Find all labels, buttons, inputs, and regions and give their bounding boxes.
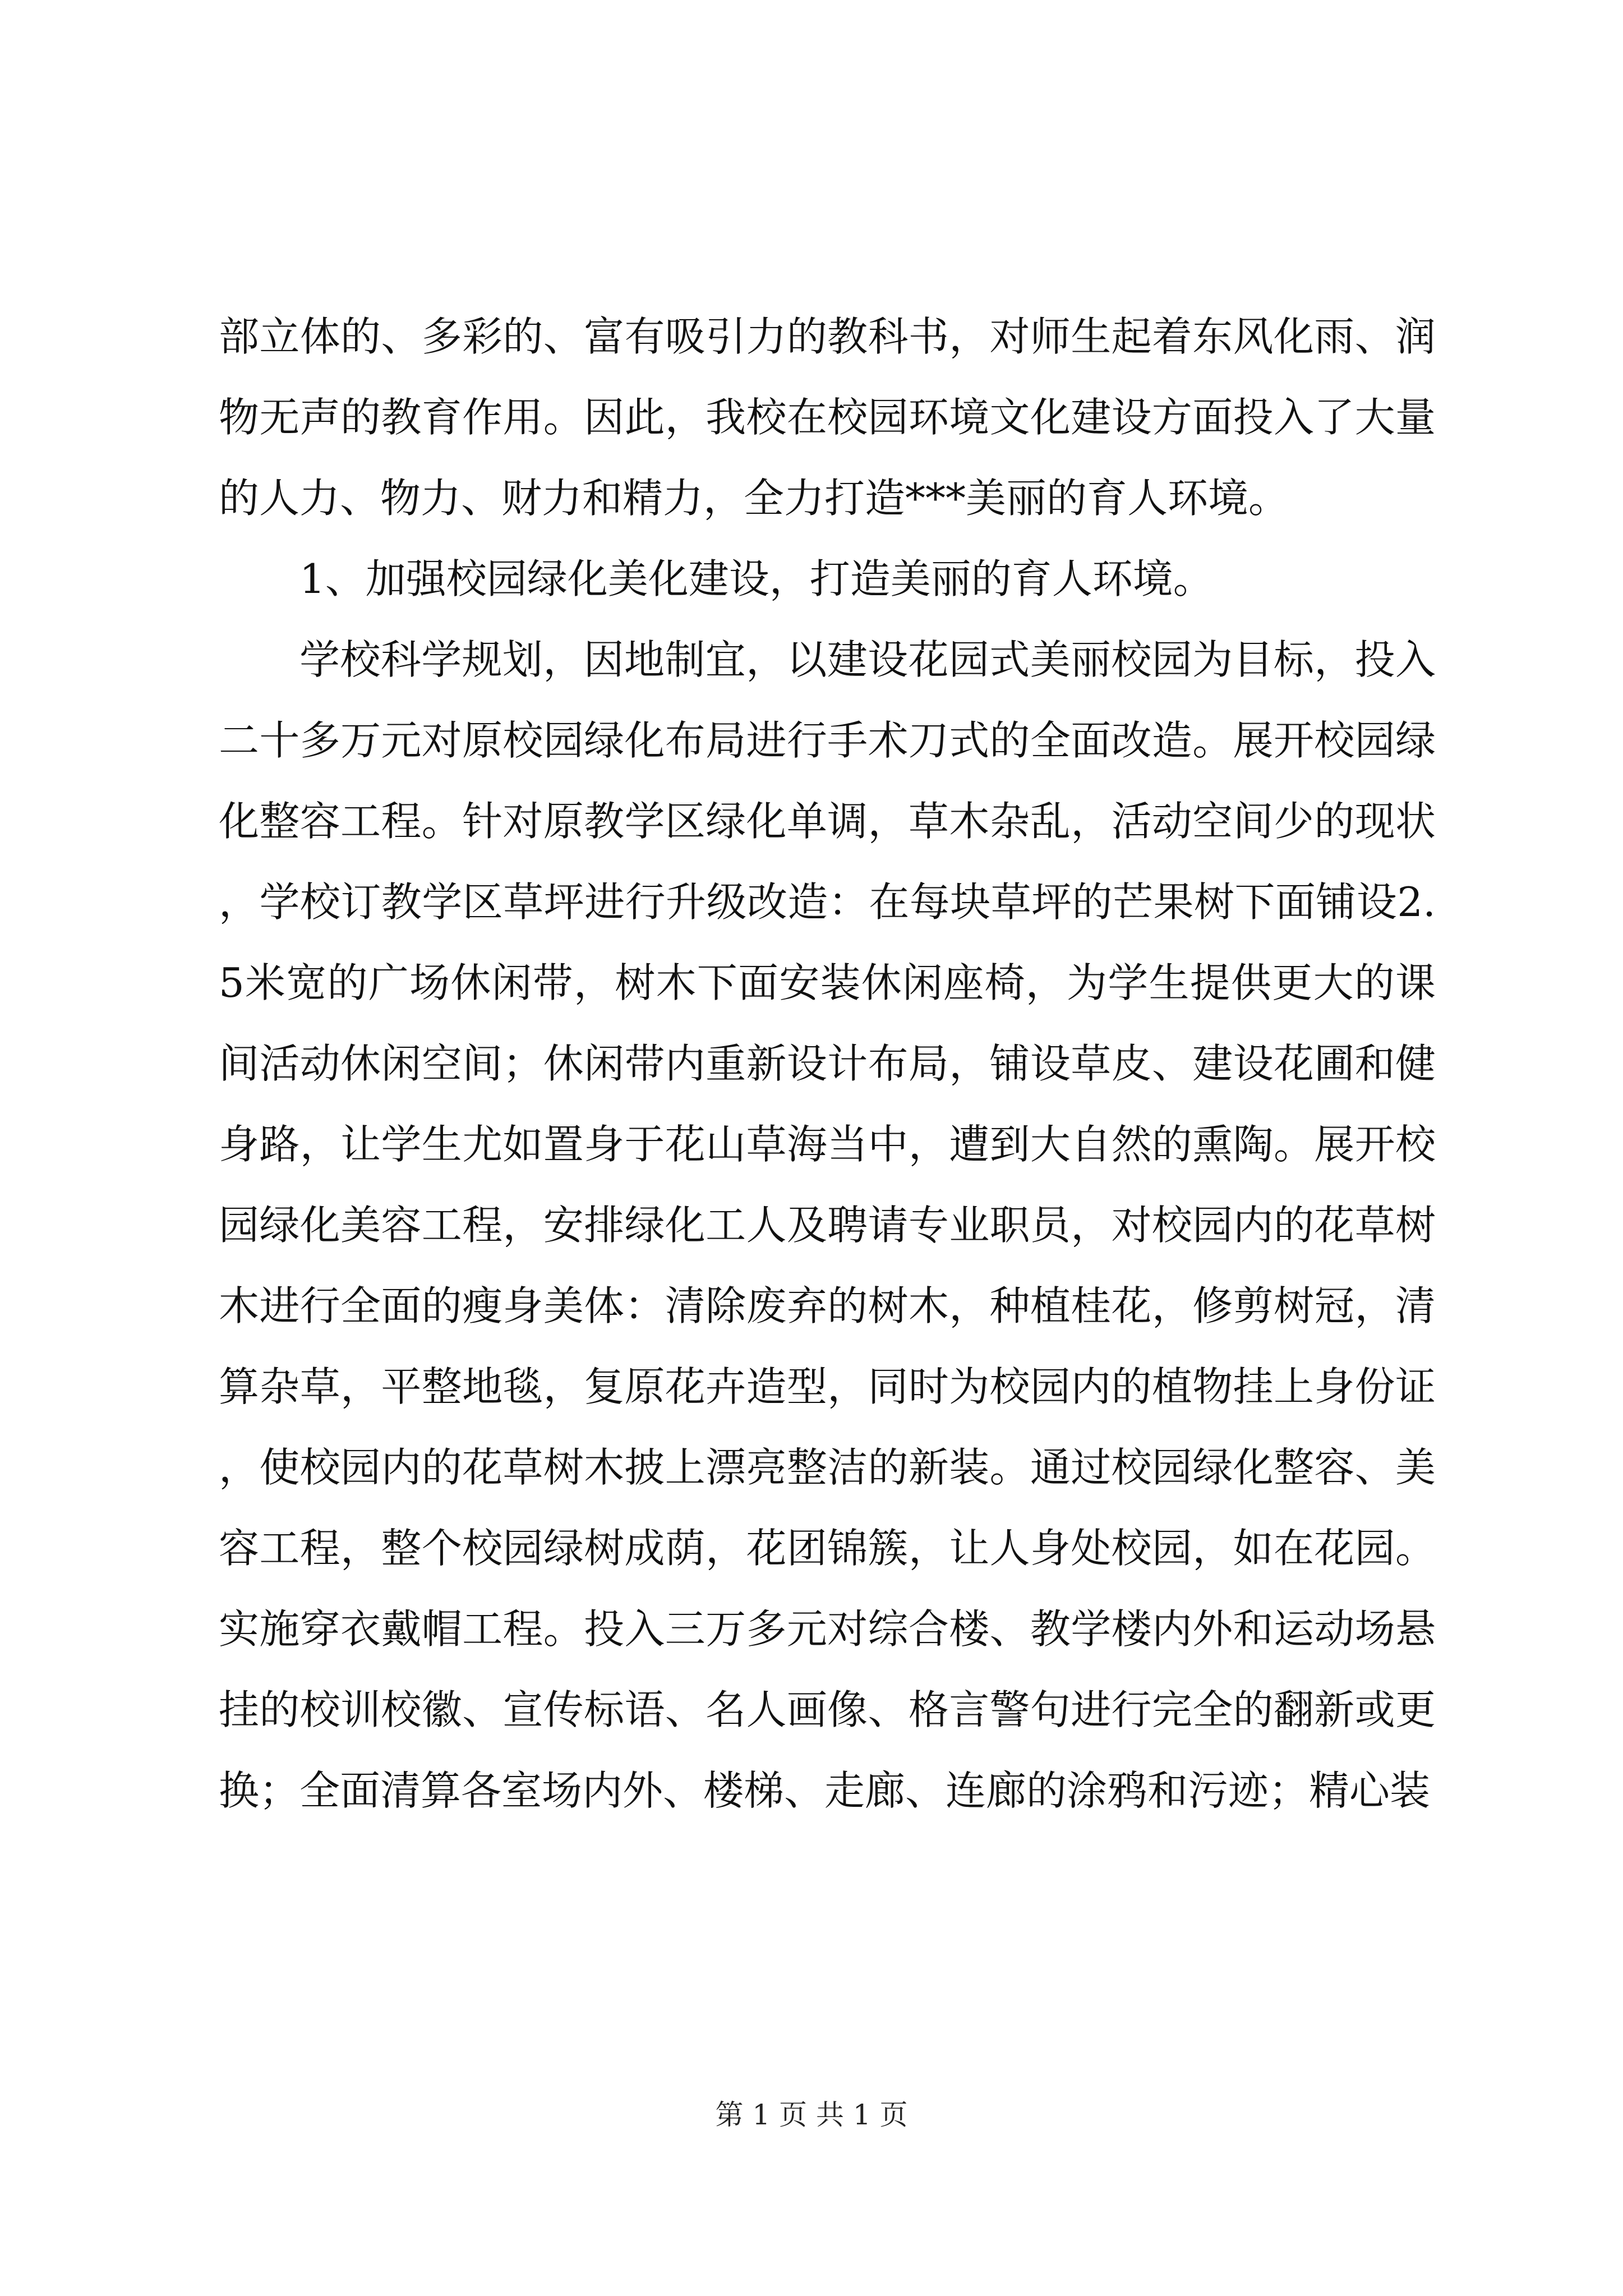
page-footer: 第 1 页 共 1 页 bbox=[715, 2099, 908, 2131]
document-body bbox=[219, 296, 1436, 1831]
paragraph-body: 学校科学规划，因地制宜，以建设花园式美丽校园为目标，投入二十多万元对原校园绿化布局进行手术刀式的全面改造。展开校园绿化整容工程。针对原教学区绿化单调，草木杂乱，活动空间少的现状，学校订教学区草坪进行升级改造：在每块草坪的芒果树下面铺设2.5米宽的广场休闲带，树木下面安装休闲座椅，为学生提供更大的课间活动休闲空间；休闲带内重新设计布局，铺设草皮、建设花圃和健身路，让学生尤如置身于花山草海当中，遭到大自然的熏陶。展开校园绿化美容工程，安排绿化工人及聘请专业职员，对校园内的花草树木进行全面的瘦身美体：清除废弃的树木，种植桂花，修剪树冠，清算杂草，平整地毯，复原花卉造型，同时为校园内的植物挂上身份证，使校园内的花草树木披上漂亮整洁的新装。通过校园绿化整容、美容工程，整个校园绿树成荫，花团锦簇，让人身处校园，如在花园。实施穿衣戴帽工程。投入三万多元对综合楼、教学楼内外和运动场悬挂的校训校徽、宣传标语、名人画像、格言警句进行完全的翻新或更换；全面清算各室场内外、楼梯、走廊、连廊的涂鸦和污迹；精心装 bbox=[219, 636, 1436, 1814]
section-heading: 1、加强校园绿化美化建设，打造美丽的育人环境。 bbox=[299, 555, 1214, 602]
paragraph-continuation: 部立体的、多彩的、富有吸引力的教科书，对师生起着东风化雨、润物无声的教育作用。因此，我校在校园环境文化建设方面投入了大量的人力、物力、财力和精力，全力打造***美丽的育人环境。 bbox=[219, 313, 1436, 522]
